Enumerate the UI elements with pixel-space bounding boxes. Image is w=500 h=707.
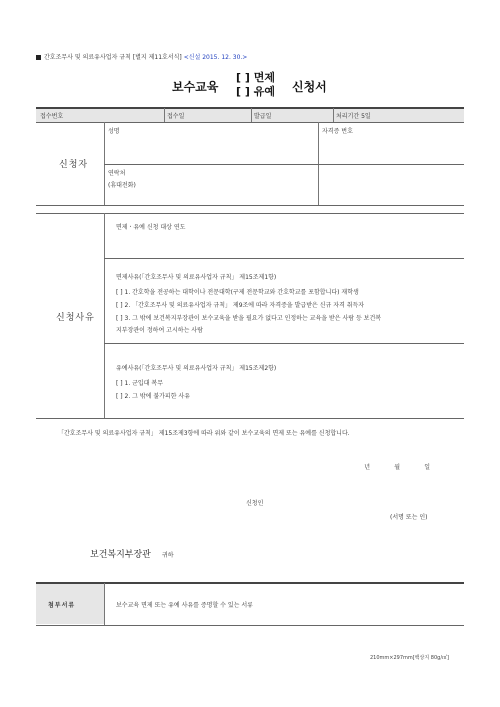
form-title [160,68,400,100]
exempt-item-3-continued: 지부장관이 정하여 고시하는 사람 [116,327,203,334]
name-field[interactable] [106,136,316,162]
title-suffix: 신청서 [292,80,327,94]
name-label: 성명 [108,128,120,135]
divider [104,583,105,625]
addressee-name: 보건복지부장관 [90,550,151,560]
issue-date-label: 발급일 [254,113,272,120]
divider [36,205,464,206]
divider [36,122,464,123]
license-number-field[interactable] [320,136,462,162]
title-prefix: 보수교육 [172,80,219,94]
applicant-signature-label: 신청인 [246,500,264,507]
title-option-defer: [ ] 유예 [236,85,275,98]
contact-field[interactable] [150,168,316,202]
addressee-honorific: 귀하 [161,552,174,559]
divider [36,107,464,109]
applicant-section-label: 신청자 [59,160,89,170]
divider [251,108,252,122]
date-line [340,462,430,471]
day-label: 일 [424,464,430,471]
year-label: 년 [364,464,370,471]
signature-field[interactable] [280,492,400,506]
processing-period-label: 처리기간 5일 [336,113,371,120]
application-statement: 「간호조무사 및 의료유사업자 규칙」 제15조제3항에 따라 위와 같이 보수교육의 면제 또는 유예를 신청합니다. [58,430,350,437]
square-bullet-icon [36,55,41,60]
target-year-field[interactable] [114,232,462,252]
contact-sub-label: (휴대전화) [108,182,136,189]
license-number-label: 자격증 번호 [322,128,353,135]
amendment-note: <신설 2015. 12. 30.> [183,54,248,61]
receipt-number-label: 접수번호 [40,113,64,120]
attachment-label: 첨부서류 [48,602,76,609]
exempt-item-3[interactable]: [ ] 3. 그 밖에 보건복지부장관이 보수교육을 받을 필요가 없다고 인정하는 교육을 받은 사람 등 보건복 [116,315,382,322]
exempt-item-1[interactable]: [ ] 1. 간호학을 전공하는 대학이나 전문대학(구제 전문학교와 간호학교를 포함합니다) 재학생 [116,289,359,296]
contact-label: 연락처 [108,170,126,177]
defer-item-2[interactable]: [ ] 2. 그 밖에 불가피한 사유 [116,393,191,400]
form-reference [36,52,247,61]
divider [36,418,464,419]
divider [333,108,334,122]
receipt-date-label: 접수일 [167,113,185,120]
form-reference-text: 간호조무사 및 의료유사업자 규칙 [별지 제11호서식] [44,54,182,61]
divider [36,213,464,214]
divider [164,108,165,122]
exempt-item-2[interactable]: [ ] 2. 「간호조무사 및 의료유사업자 규칙」 제9조에 따라 자격증을 발급받은 신규 자격 취득자 [116,302,365,309]
intake-row [36,108,464,122]
title-option-exempt: [ ] 면제 [236,71,275,84]
divider [104,258,464,259]
divider [104,343,464,344]
reason-section-label: 신청사유 [56,313,95,323]
signature-note: (서명 또는 인) [390,514,428,521]
addressee [90,542,174,561]
month-label: 월 [394,464,400,471]
divider [104,164,464,165]
defer-item-1[interactable]: [ ] 1. 군입대 복무 [116,380,164,387]
divider [104,213,105,418]
exempt-heading: 면제사유(「간호조무사 및 의료유사업자 규칙」 제15조제1항) [116,274,277,281]
paper-spec: 210mm×297mm[백상지 80g/㎡] [370,655,449,661]
attachment-text: 보수교육 면제 또는 유예 사유를 증명할 수 있는 서류 [116,602,253,609]
target-year-label: 면제ㆍ유예 신청 대상 연도 [116,224,186,231]
defer-heading: 유예사유(「간호조무사 및 의료유사업자 규칙」 제15조제2항) [116,365,277,372]
divider [36,625,464,626]
